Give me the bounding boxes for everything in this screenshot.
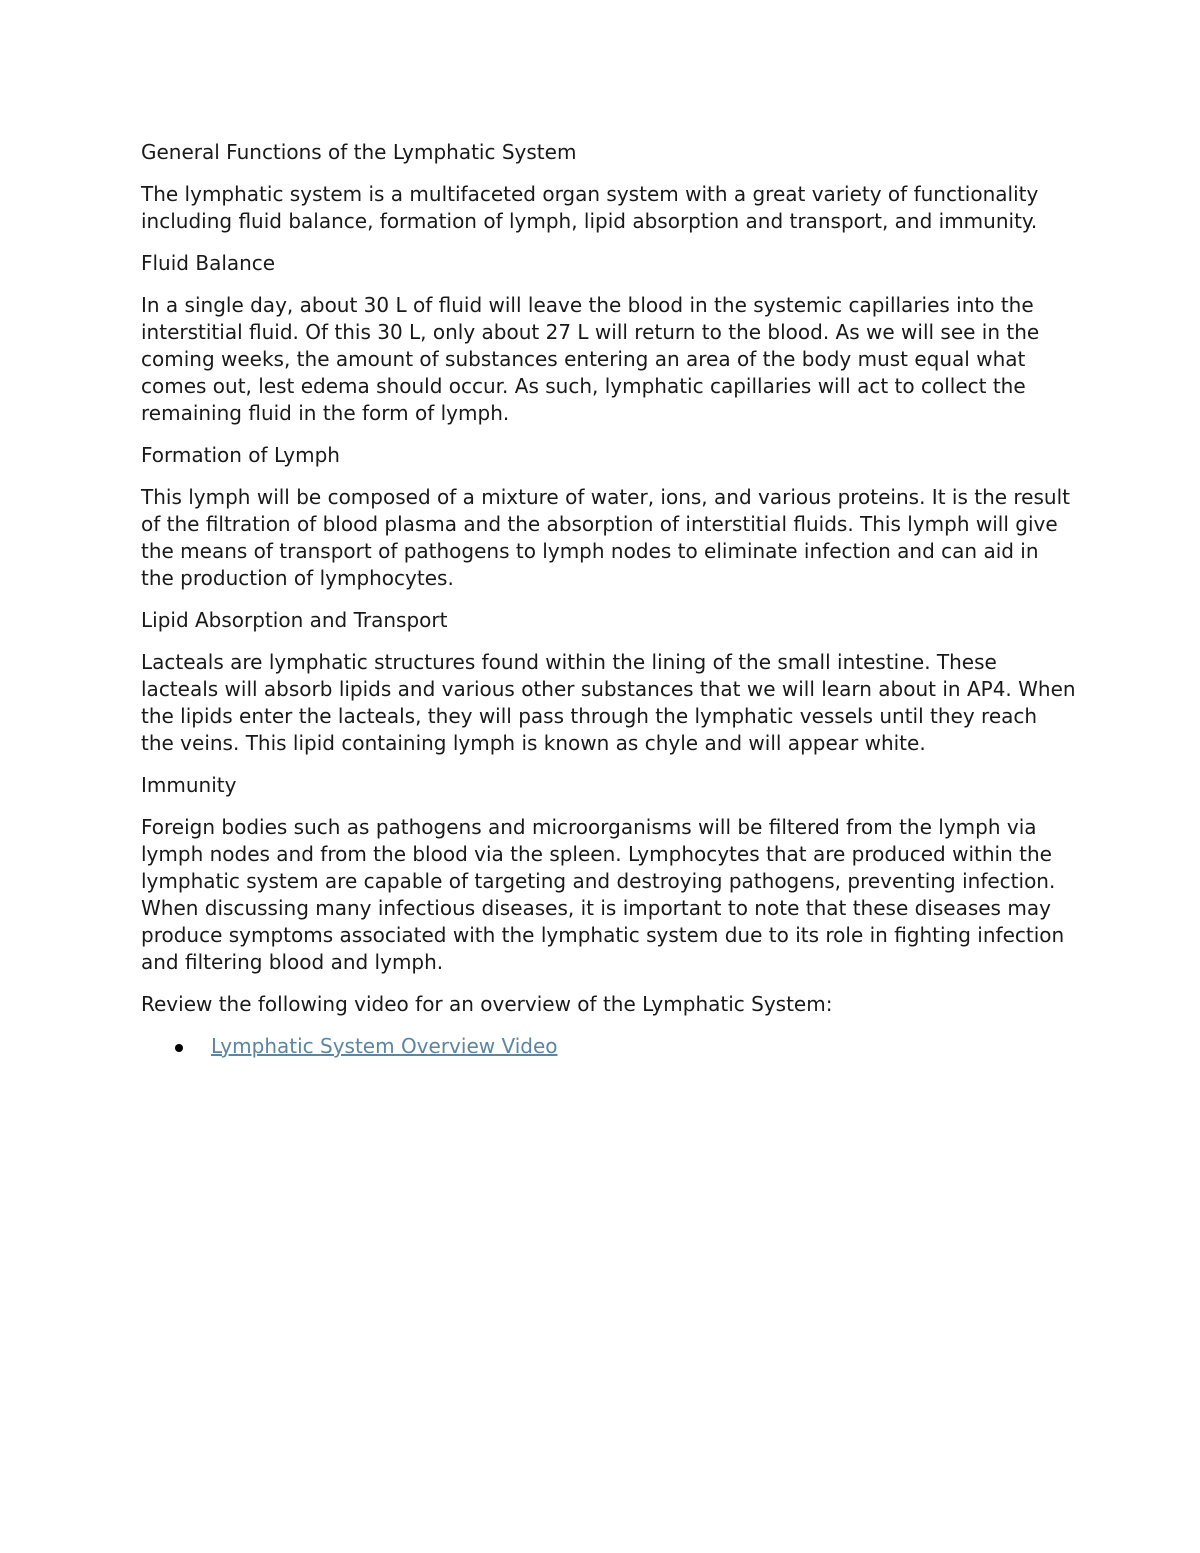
intro-paragraph: The lymphatic system is a multifaceted organ system with a great variety of functionality including fluid balance, formation of lymph, lipid absorption and transport, and immunity. [141,182,1039,233]
section-heading-fluid-balance: Fluid Balance [141,251,276,275]
section-body-lipid-absorption: Lacteals are lymphatic structures found within the lining of the small intestine. These lacteals will absorb lipids and various other substances that we will learn about in AP4. When the lipids enter the lacteals, they will pass through the lymphatic vessels until they reach the veins. This lipid containing lymph is known as chyle and will appear white. [141,650,1076,755]
document-title: General Functions of the Lymphatic System [141,140,577,164]
section-body-fluid-balance: In a single day, about 30 L of fluid will leave the blood in the systemic capillaries into the interstitial fluid. Of this 30 L, only about 27 L will return to the blood. As we will see in the coming weeks, the amount of substances entering an area of the body must equal what comes out, lest edema should occur. As such, lymphatic capillaries will act to collect the remaining fluid in the form of lymph. [141,293,1040,425]
list-item [211,1033,1076,1060]
section-heading-immunity: Immunity [141,773,237,797]
section-body-formation-of-lymph: This lymph will be composed of a mixture of water, ions, and various proteins. It is the result of the filtration of blood plasma and the absorption of interstitial fluids. This lymph will give the means of transport of pathogens to lymph nodes to eliminate infection and can aid in the production of lymphocytes. [141,485,1070,590]
section-heading-formation-of-lymph: Formation of Lymph [141,443,340,467]
document-page [141,139,1076,1060]
link-list [141,1033,1076,1060]
section-body-immunity: Foreign bodies such as pathogens and microorganisms will be filtered from the lymph via lymph nodes and from the blood via the spleen. Lymphocytes that are produced within the lymphatic system are capable of targeting and destroying pathogens, preventing infection. When discussing many infectious diseases, it is important to note that these diseases may produce symptoms associated with the lymphatic system due to its role in fighting infection and filtering blood and lymph. [141,815,1065,974]
review-text: Review the following video for an overview of the Lymphatic System: [141,992,833,1016]
section-heading-lipid-absorption: Lipid Absorption and Transport [141,608,448,632]
video-link[interactable]: Lymphatic System Overview Video [211,1034,558,1058]
